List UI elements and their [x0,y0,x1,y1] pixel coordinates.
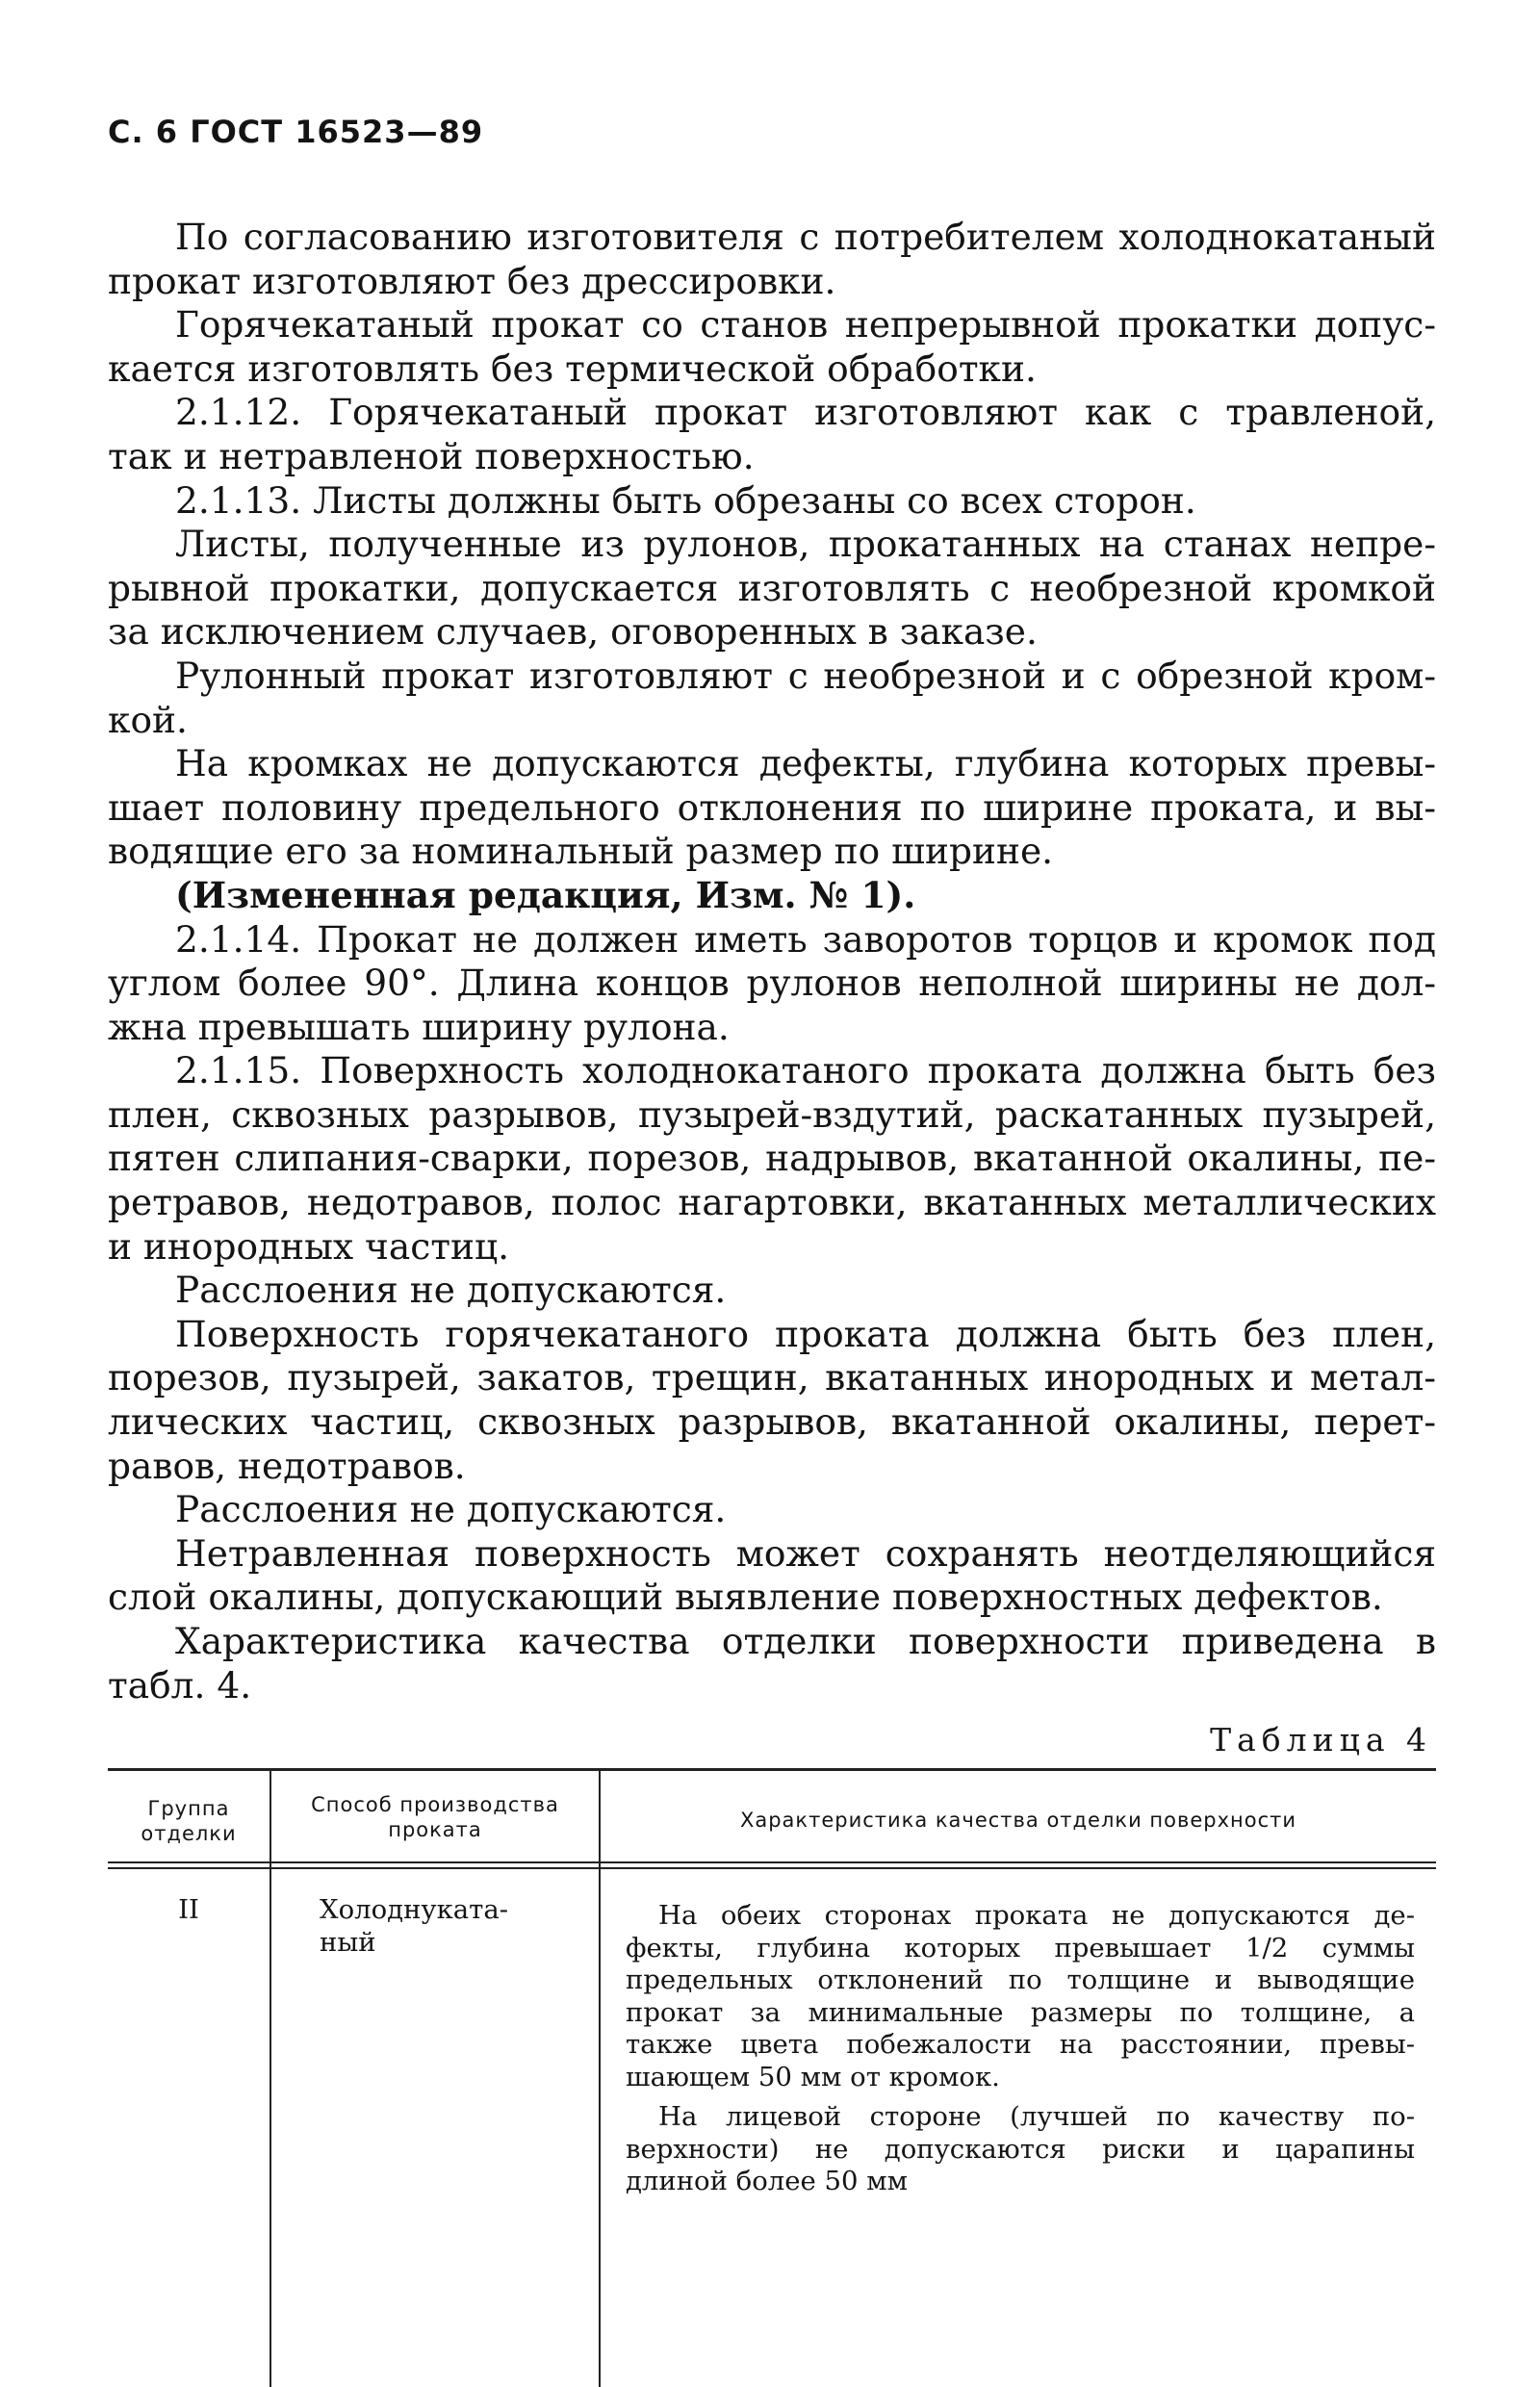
table-title: Таблица 4 [1210,1721,1432,1759]
text-line: (Измененная редакция, Изм. № 1). [175,873,916,916]
text-line: Расслоения не допускаются. [175,1488,727,1531]
text-line: лических частиц, сквозных разрывов, вкатанной окалины, перет- [108,1400,1436,1444]
cell-characteristic [626,1900,1415,2198]
cell-group [108,1894,270,1927]
cell-text: фекты, глубина которых превышает 1/2 суммы [626,1932,1415,1964]
paragraph [108,1532,1436,1620]
header-text: Группа [147,1797,230,1821]
text-line: шает половину предельного отклонения по ширине проката, и вы- [108,785,1436,829]
cell-text: Холоднуката- [320,1894,509,1926]
text-line: Характеристика качества отделки поверхности приведена в [175,1620,1436,1662]
cell-text: На обеих сторонах проката не допускаются де- [658,1900,1415,1932]
text-line: На кромках не допускаются дефекты, глубина которых превы- [175,742,1436,785]
text-line: Нетравленная поверхность может сохранять неотделяющийся [175,1531,1436,1575]
cell-text: ный [320,1926,376,1958]
paragraph [108,874,1436,918]
text-line: Поверхность горячекатаного проката должна быть без плен, [175,1312,1436,1355]
text-line: ретравов, недотравов, полос нагартовки, вкатанных металлических [108,1181,1436,1224]
text-line: Листы, полученные из рулонов, прокатанных на станах непре- [175,523,1436,566]
text-line: табл. 4. [108,1663,252,1707]
table-4 [108,1768,1436,2387]
paragraph [108,391,1436,478]
text-line: жна превышать ширину рулона. [108,1005,730,1048]
cell-text: II [178,1894,199,1926]
cell-text: также цвета побежалости на расстоянии, превы- [626,2029,1415,2061]
paragraph [108,654,1436,742]
text-line: за исключением случаев, оговоренных в заказе. [108,610,1038,654]
paragraph [108,216,1436,303]
text-line: 2.1.14. Прокат не должен иметь заворотов торцов и кромок под [175,917,1436,961]
text-line: равов, недотравов. [108,1444,466,1487]
paragraph [108,303,1436,391]
header-method [271,1792,599,1842]
header-characteristic [601,1808,1436,1833]
header-text: проката [388,1818,482,1842]
paragraph [108,1620,1436,1707]
document-page [108,114,1436,2387]
paragraph [108,1049,1436,1269]
text-line: пятен слипания-сварки, порезов, надрывов, вкатанной окалины, пе- [108,1137,1436,1180]
cell-text: длиной более 50 мм [626,2166,909,2197]
header-group [108,1796,270,1846]
header-text: отделки [141,1822,237,1846]
text-line: 2.1.13. Листы должны быть обрезаны со всех сторон. [175,478,1196,522]
paragraph [108,742,1436,874]
text-line: Горячекатаный прокат со станов непрерывной прокатки допус- [175,303,1436,346]
page-header: С. 6 ГОСТ 16523—89 [108,114,484,150]
paragraph [108,479,1436,524]
text-line: 2.1.12. Горячекатаный прокат изготовляют как с травленой, [175,391,1436,434]
paragraph [108,1313,1436,1488]
text-line: прокат изготовляют без дрессировки. [108,259,836,302]
paragraph [108,1488,1436,1532]
header-text: Характеристика качества отделки поверхности [739,1809,1297,1833]
cell-text: На лицевой стороне (лучшей по качеству по- [658,2101,1415,2133]
text-line: кой. [108,698,188,741]
spacer [626,2093,1415,2101]
cell-text: шающем 50 мм от кромок. [626,2061,1000,2092]
text-line: слой окалины, допускающий выявление поверхностных дефектов. [108,1576,1383,1619]
text-line: рывной прокатки, допускается изготовлять с необрезной кромкой [108,566,1436,609]
header-text: Способ производства [311,1793,559,1817]
text-line: водящие его за номинальный размер по ширине. [108,830,1054,873]
cell-text: прокат за минимальные размеры по толщине, а [626,1996,1415,2028]
text-line: так и нетравленой поверхностью. [108,434,755,477]
text-line: плен, сквозных разрывов, пузырей-вздутий, раскатанных пузырей, [108,1092,1436,1136]
paragraph [108,918,1436,1050]
body-text [108,216,1436,1707]
text-line: и инородных частиц. [108,1224,509,1268]
text-line: углом более 90°. Длина концов рулонов неполной ширины не дол- [108,962,1436,1005]
table-header-rule [108,1867,1436,1869]
text-line: Рулонный прокат изготовляют с необрезной и с обрезной кром- [175,654,1436,697]
cell-text: верхности) не допускаются риски и царапины [626,2133,1415,2165]
table-header-rule [108,1861,1436,1863]
text-line: порезов, пузырей, закатов, трещин, вкатанных инородных и метал- [108,1356,1436,1399]
text-line: Расслоения не допускаются. [175,1269,727,1312]
text-line: По согласованию изготовителя с потребителем холоднокатаный [175,216,1436,258]
cell-method [320,1894,589,1959]
cell-text: предельных отклонений по толщине и выводящие [626,1964,1415,1996]
text-line: кается изготовлять без термической обработки. [108,346,1037,390]
paragraph [108,1269,1436,1313]
paragraph [108,523,1436,654]
text-line: 2.1.15. Поверхность холоднокатаного проката должна быть без [175,1049,1436,1092]
